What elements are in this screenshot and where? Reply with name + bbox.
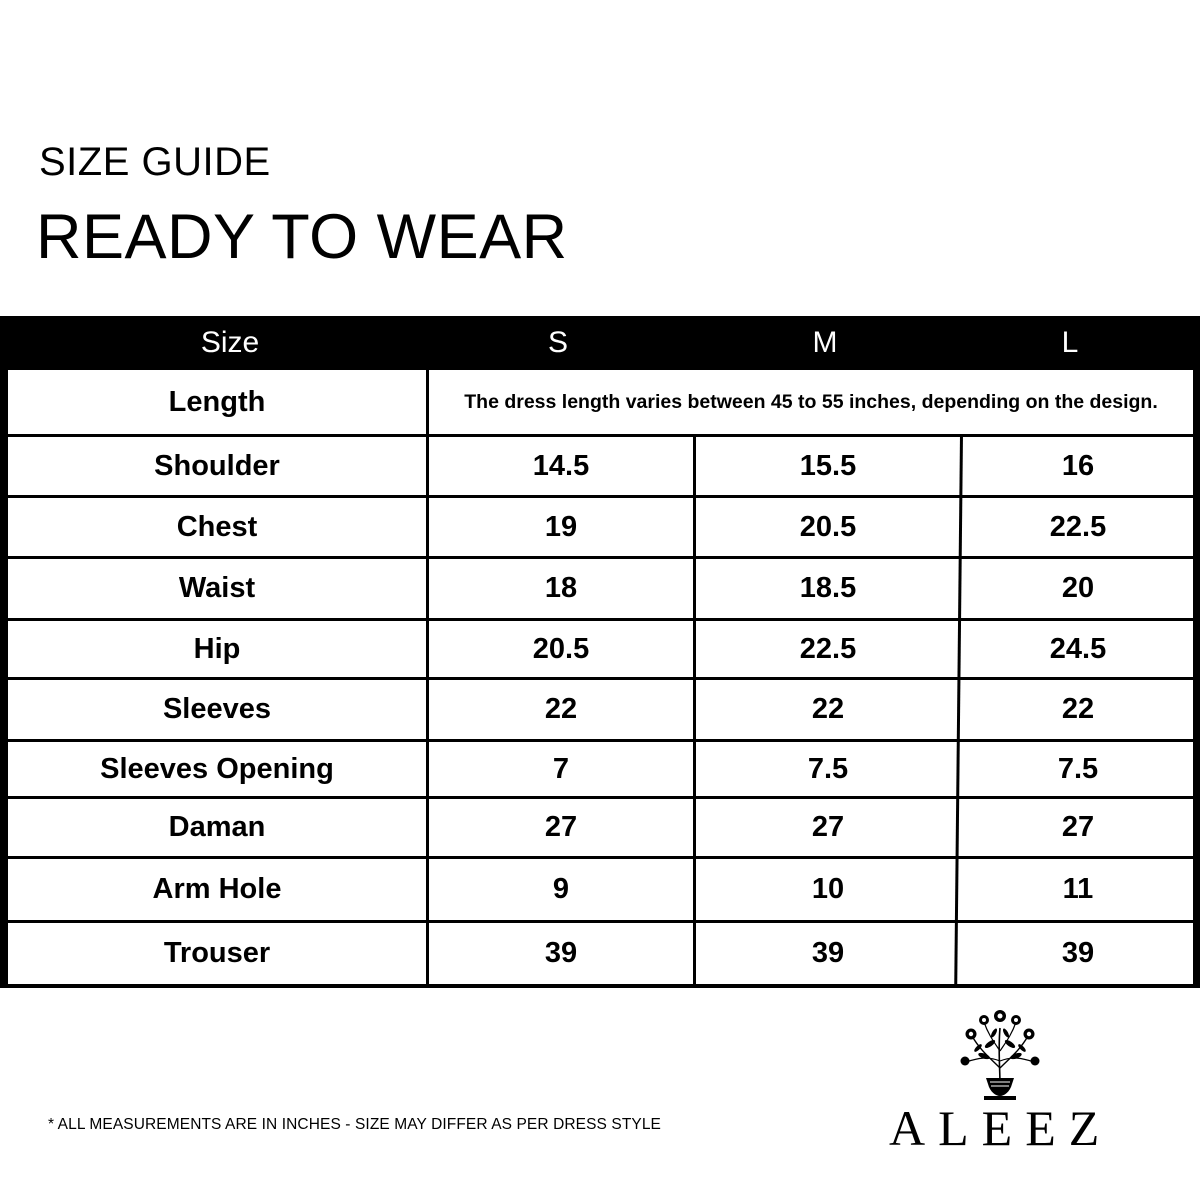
cell-s: 18 — [544, 572, 578, 604]
cell-s: 7 — [552, 752, 570, 785]
grid-line — [426, 370, 429, 984]
header-s: S — [547, 326, 568, 359]
row-label: Sleeves — [162, 693, 272, 725]
header-size: Size — [200, 326, 260, 359]
row-label: Length — [168, 385, 266, 418]
grid-line — [8, 677, 1193, 680]
cell-l: 22.5 — [1049, 510, 1107, 543]
row-label: Hip — [193, 632, 241, 665]
table-row — [8, 923, 1193, 984]
table-row — [8, 498, 1193, 556]
cell-m: 18.5 — [799, 572, 857, 604]
row-label: Chest — [176, 510, 258, 543]
table-header-row — [0, 316, 1200, 370]
cell-l: 11 — [1062, 873, 1094, 905]
grid-line — [8, 796, 1193, 799]
cell-s: 39 — [544, 937, 578, 969]
grid-line — [8, 856, 1193, 859]
cell-s: 22 — [544, 693, 578, 725]
cell-m: 22.5 — [799, 632, 857, 665]
measurement-footnote: * ALL MEASUREMENTS ARE IN INCHES - SIZE MAY DIFFER AS PER DRESS STYLE — [48, 1116, 661, 1133]
cell-m: 10 — [811, 873, 845, 905]
grid-line — [8, 434, 1193, 437]
row-label: Daman — [168, 811, 266, 843]
table-row — [8, 559, 1193, 618]
header-l: L — [1061, 326, 1079, 359]
cell-m: 39 — [811, 937, 845, 969]
cell-m: 7.5 — [807, 752, 849, 785]
table-row — [8, 437, 1193, 495]
grid-line — [8, 495, 1193, 498]
cell-l: 16 — [1061, 449, 1095, 482]
cell-l: 27 — [1061, 811, 1095, 843]
cell-m: 20.5 — [799, 510, 857, 543]
row-label: Shoulder — [154, 449, 280, 482]
page-subtitle: SIZE GUIDE — [39, 140, 271, 184]
grid-line — [8, 739, 1193, 742]
cell-m: 22 — [811, 693, 845, 725]
size-table — [0, 316, 1200, 988]
page-title: READY TO WEAR — [36, 202, 568, 272]
row-label: Arm Hole — [152, 873, 282, 905]
cell-s: 19 — [544, 510, 578, 543]
table-row-length — [8, 370, 1193, 434]
row-label: Sleeves Opening — [100, 752, 334, 785]
cell-s: 27 — [544, 811, 578, 843]
row-label: Waist — [178, 572, 256, 604]
cell-s: 20.5 — [532, 632, 590, 665]
cell-m: 27 — [811, 811, 845, 843]
cell-m: 15.5 — [799, 449, 857, 482]
table-body — [8, 370, 1193, 984]
grid-line — [8, 920, 1193, 923]
length-note: The dress length varies between 45 to 55 inches, depending on the design. — [464, 390, 1158, 413]
cell-l: 20 — [1061, 572, 1095, 604]
table-row — [8, 742, 1193, 796]
row-label: Trouser — [163, 937, 271, 969]
table-row — [8, 621, 1193, 677]
cell-l: 39 — [1061, 937, 1095, 969]
table-row — [8, 680, 1193, 739]
table-row — [8, 799, 1193, 856]
table-row — [8, 859, 1193, 920]
cell-l: 7.5 — [1057, 752, 1099, 785]
grid-line — [8, 618, 1193, 621]
cell-l: 22 — [1061, 693, 1095, 725]
grid-line — [8, 556, 1193, 559]
grid-line — [693, 434, 696, 984]
cell-s: 14.5 — [532, 449, 590, 482]
floral-vase-icon — [954, 1006, 1046, 1102]
cell-l: 24.5 — [1049, 632, 1107, 665]
brand-logo: ALEEZ — [889, 1100, 1113, 1156]
header-m: M — [812, 326, 838, 359]
cell-s: 9 — [552, 873, 570, 905]
